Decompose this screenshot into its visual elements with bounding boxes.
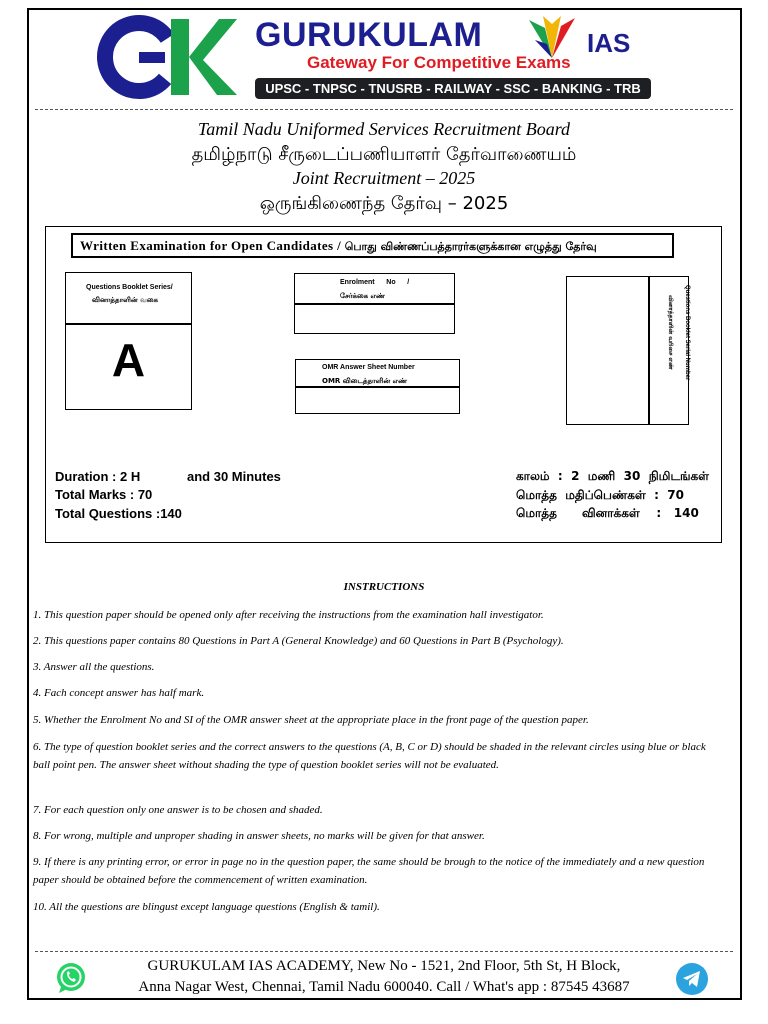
instruction-item: 1. This question paper should be opened only after receiving the instructions from the examination hall investigator. bbox=[33, 609, 544, 621]
booklet-serial-label-en: Questions Booklet Serial Number bbox=[684, 285, 690, 381]
telegram-icon[interactable] bbox=[675, 962, 709, 996]
footer-address-line1: GURUKULAM IAS ACADEMY, New No - 1521, 2nd Floor, 5th St, H Block, bbox=[147, 958, 621, 974]
enrolment-header bbox=[295, 274, 454, 305]
instruction-item: 2. This questions paper contains 80 Questions in Part A (General Knowledge) and 60 Questions in Part B (Psychology). bbox=[33, 635, 564, 647]
total-questions-ta: மொத்த வினாக்கள் : 140 bbox=[516, 506, 699, 520]
booklet-series-header bbox=[66, 273, 191, 325]
booklet-serial-label-ta: வினாத்தாளின் வரிசை எண் bbox=[667, 295, 674, 370]
instruction-item: 4. Fach concept answer has half mark. bbox=[33, 687, 205, 699]
omr-number-header bbox=[296, 360, 459, 388]
brand-block bbox=[255, 14, 655, 100]
brand-suffix: IAS bbox=[587, 28, 631, 58]
instructions-heading: INSTRUCTIONS bbox=[343, 581, 425, 593]
instruction-item: 6. The type of question booklet series and the correct answers to the questions (A, B, C or D) should be shaded in the relevant circles using blue or black ball point pen. The answer sheet without shading the type of question booklet series will not be evaluated. bbox=[33, 741, 706, 771]
instruction-item: 9. If there is any printing error, or error in page no in the question paper, the same should be brough to the notice of the immediately and a new question paper should be obtained before the commencement of written examination. bbox=[33, 856, 705, 886]
booklet-series-label-en: Questions Booklet Series/ bbox=[86, 284, 173, 291]
duration-en: Duration : 2 H bbox=[55, 469, 141, 484]
enrolment-label-ta: சேர்க்கை எண் bbox=[340, 292, 385, 300]
duration-ta: காலம் : 2 மணி 30 நிமிடங்கள் bbox=[516, 469, 710, 483]
written-exam-ta: பொது விண்ணப்பத்தாரர்களுக்கான எழுத்து தேர்வு bbox=[344, 240, 597, 253]
omr-number-box bbox=[295, 359, 460, 414]
instruction-item: 8. For wrong, multiple and unproper shading in answer sheets, no marks will be given for that answer. bbox=[33, 830, 485, 842]
footer-divider bbox=[35, 951, 733, 952]
booklet-serial-label-strip bbox=[648, 277, 688, 424]
total-marks-ta: மொத்த மதிப்பெண்கள் : 70 bbox=[516, 488, 684, 502]
gk-logo bbox=[97, 14, 237, 100]
exams-strip: UPSC - TNPSC - TNUSRB - RAILWAY - SSC - BANKING - TRB bbox=[255, 78, 651, 99]
brand-name: GURUKULAM bbox=[255, 16, 483, 54]
instruction-item: 3. Answer all the questions. bbox=[33, 661, 155, 673]
booklet-series-label-ta: வினாத்தாளின் வகை bbox=[92, 296, 158, 304]
enrolment-label-en: Enrolment No / bbox=[340, 279, 410, 286]
board-name-en: Tamil Nadu Uniformed Services Recruitment Board bbox=[197, 119, 571, 139]
exam-name-en: Joint Recruitment – 2025 bbox=[292, 168, 476, 188]
omr-label-en: OMR Answer Sheet Number bbox=[322, 364, 415, 371]
instruction-item: 5. Whether the Enrolment No and SI of the OMR answer sheet at the appropriate place in the front page of the question paper. bbox=[33, 714, 589, 726]
footer-address-line2: Anna Nagar West, Chennai, Tamil Nadu 600040. Call / What's app : 87545 43687 bbox=[138, 979, 630, 995]
instruction-item: 7. For each question only one answer is to be chosen and shaded. bbox=[33, 804, 323, 816]
omr-label-ta: OMR விடைத்தாளின் எண் bbox=[322, 377, 408, 385]
divider bbox=[35, 109, 733, 110]
booklet-serial-box bbox=[566, 276, 689, 425]
booklet-series-box bbox=[65, 272, 192, 410]
total-marks-en: Total Marks : 70 bbox=[55, 487, 153, 502]
brand-tagline: Gateway For Competitive Exams bbox=[307, 53, 571, 72]
duration-en-tail: and 30 Minutes bbox=[187, 469, 281, 484]
total-questions-en: Total Questions :140 bbox=[55, 506, 182, 521]
enrolment-box bbox=[294, 273, 455, 334]
written-exam-en: Written Examination for Open Candidates / bbox=[80, 238, 342, 253]
exam-name-ta: ஒருங்கிணைந்த தேர்வு – 2025 bbox=[259, 193, 509, 214]
board-name-ta: தமிழ்நாடு சீருடைப்பணியாளர் தேர்வாணையம் bbox=[191, 144, 577, 165]
written-exam-banner bbox=[71, 233, 674, 258]
lotus-emblem-icon bbox=[525, 14, 579, 58]
instruction-item: 10. All the questions are blingust except language questions (English & tamil). bbox=[33, 901, 380, 913]
booklet-series-value: A bbox=[111, 334, 146, 386]
